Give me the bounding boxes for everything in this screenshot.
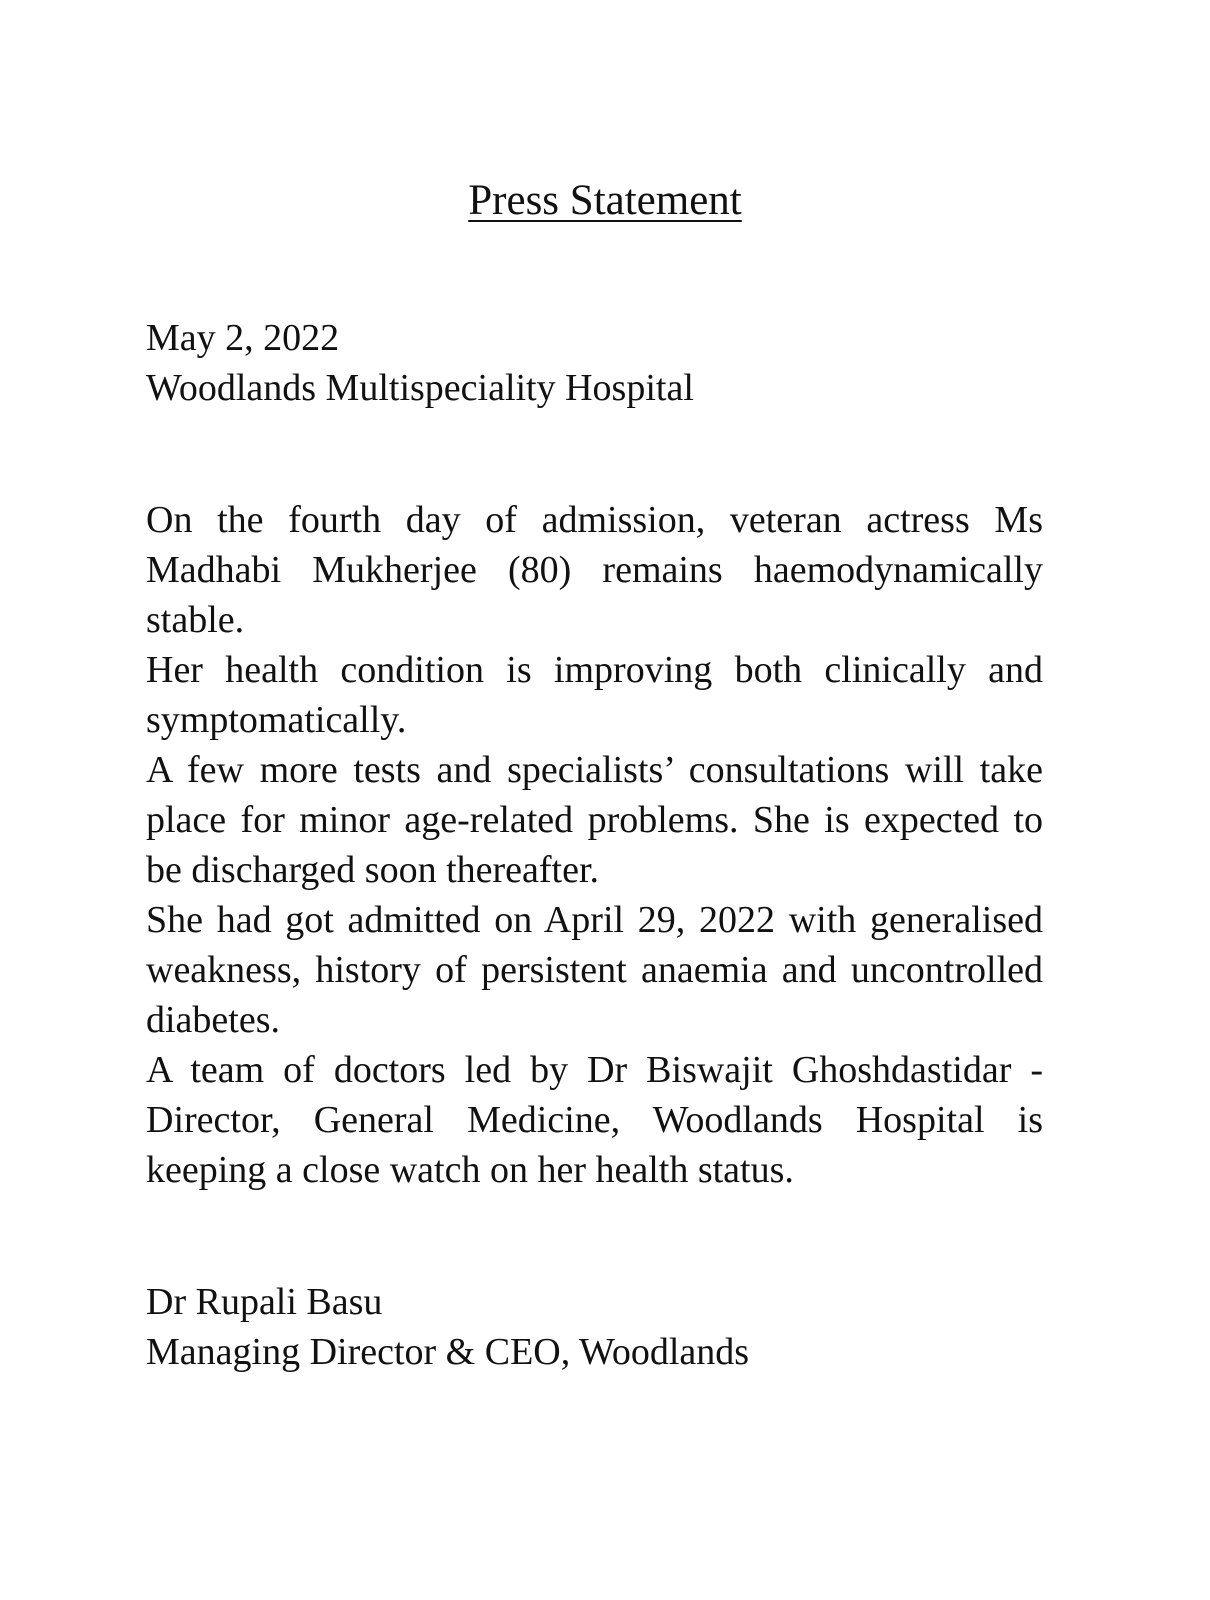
body-paragraph-admission-status: On the fourth day of admission, veteran actress Ms Madhabi Mukherjee (80) remains haemodynamically stable. bbox=[146, 499, 1043, 641]
body-paragraph-health-condition: Her health condition is improving both clinically and symptomatically. bbox=[146, 649, 1043, 741]
document-title-text: Press Statement bbox=[468, 177, 742, 224]
statement-date: May 2, 2022 bbox=[146, 317, 340, 359]
body-paragraph-further-tests: A few more tests and specialists’ consultations will take place for minor age-related problems. She is expected to be discharged soon thereafter. bbox=[146, 749, 1043, 891]
document-title bbox=[0, 176, 1210, 226]
body-paragraph-admission-history: She had got admitted on April 29, 2022 with generalised weakness, history of persistent anaemia and uncontrolled diabetes. bbox=[146, 899, 1043, 1041]
signatory-title: Managing Director & CEO, Woodlands bbox=[146, 1331, 750, 1373]
statement-body bbox=[146, 495, 1043, 1195]
statement-header bbox=[146, 313, 1046, 413]
hospital-name: Woodlands Multispeciality Hospital bbox=[146, 367, 694, 409]
body-paragraph-care-team: A team of doctors led by Dr Biswajit Ghoshdastidar - Director, General Medicine, Woodlands Hospital is keeping a close watch on her health status. bbox=[146, 1049, 1043, 1191]
signatory-name: Dr Rupali Basu bbox=[146, 1281, 383, 1323]
signature-block bbox=[146, 1277, 1046, 1377]
